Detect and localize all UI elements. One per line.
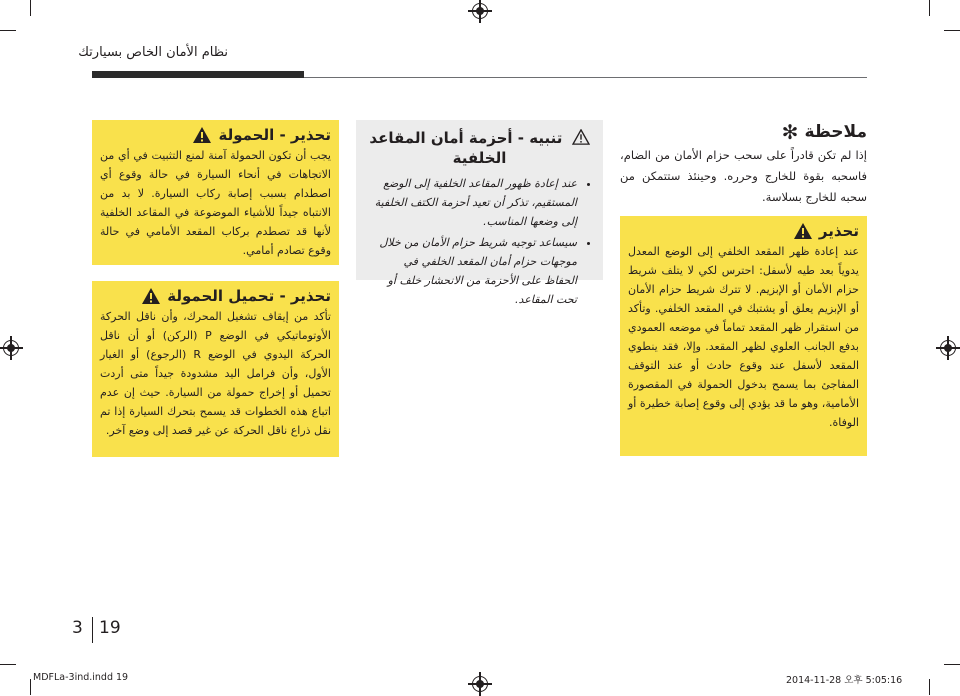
note-title: ملاحظة — [804, 122, 867, 142]
warning-heading — [628, 222, 859, 240]
warning-body: عند إعادة ظهر المقعد الخلفي إلى الوضع المعدل يدوياً بعد طيه لأسفل: احترس لكي لا يتلف شريط حزام الأمان أو الإبزيم. لا تترك شريط حزام الأمان أو الإبزيم يعلق أو يشتبك في المقعد الخلفي. وتأكد من استقرار ظهر المقعد تماماً في موضعه العمودي بدفع الجانب العلوي لظهر المقعد. وإلا، فقد ينطوي المقعد لأسفل عند وقوع حادث أو عند التوقف المفاجئ بما يسمح بدخول الحمولة في المقصورة الأمامية، وهو ما قد يؤدي إلى وقوع إصابة خطيرة أو الوفاة. — [628, 245, 859, 429]
warning-triangle-icon — [192, 126, 212, 144]
registration-mark-icon — [3, 340, 19, 356]
registration-mark-icon — [472, 676, 488, 692]
page-number: 19 — [99, 618, 121, 638]
registration-mark-icon — [472, 3, 488, 19]
section-number: 3 — [72, 618, 83, 638]
warning-body: يجب أن تكون الحمولة آمنة لمنع التثبيت في أي من الاتجاهات في أنحاء السيارة في حالة وقوع أي اصطدام بسبب إصابة ركاب السيارة. لا بد من الانتباه جيداً للأشياء الموضوعة في المقاعد الخلفية لأنها قد تصطدم بركاب المقعد الأمامي في حالة وقوع تصادم أمامي. — [100, 149, 331, 257]
crop-mark — [929, 0, 930, 16]
caution-heading — [368, 128, 591, 168]
warning-title: تحذير — [818, 222, 859, 240]
crop-mark — [30, 0, 31, 16]
section-header-title: نظام الأمان الخاص بسيارتك — [78, 45, 228, 60]
header-rule — [304, 77, 867, 78]
page-number-divider — [92, 617, 93, 643]
header-bar — [92, 71, 304, 78]
warning-triangle-icon — [793, 222, 813, 240]
warning-box-unloading — [92, 281, 339, 457]
warning-box-seat-return — [620, 216, 867, 456]
caution-list — [368, 174, 591, 309]
footer-date-slug: 2014-11-28 오후 5:05:16 — [786, 675, 903, 686]
caution-triangle-icon — [572, 129, 590, 145]
asterisk-icon: ✻ — [781, 120, 799, 144]
list-item: • سيساعد توجيه شريط حزام الأمان من خلال موجهات حزام أمان المقعد الخلفي في الحفاظ على الأحزمة من الانحشار خلف أو تحت المقاعد. — [368, 233, 577, 309]
caution-title: تنبيه - أحزمة أمان المقاعد الخلفية — [369, 129, 563, 167]
registration-mark-icon — [940, 340, 956, 356]
caution-box-rear-seat-belts — [356, 120, 603, 306]
note-heading — [782, 120, 867, 144]
crop-mark — [0, 30, 16, 31]
crop-mark — [929, 679, 930, 695]
list-item: • عند إعادة ظهور المقاعد الخلفية إلى الوضع المستقيم، تذكر أن تعيد أحزمة الكتف الخلفية إلى وضعها المناسب. — [368, 174, 577, 231]
warning-triangle-icon — [141, 287, 161, 305]
crop-mark — [30, 679, 31, 695]
warning-title: تحذير - الحمولة — [218, 126, 331, 144]
crop-mark — [0, 664, 16, 665]
crop-mark — [944, 664, 960, 665]
footer-file-slug: MDFLa-3ind.indd 19 — [33, 672, 129, 683]
crop-mark — [944, 30, 960, 31]
warning-title: تحذير - تحميل الحمولة — [167, 287, 331, 305]
warning-heading — [100, 126, 331, 144]
warning-box-loading — [92, 120, 339, 265]
note-body: إذا لم تكن قادراً على سحب حزام الأمان من الضام، فاسحبه بقوة للخارج وحرره. وحينئذ ستتمكن من سحبه للخارج بسلاسة. — [620, 148, 867, 204]
warning-body: تأكد من إيقاف تشغيل المحرك، وأن ناقل الحركة الأوتوماتيكي في الوضع P (الركن) أو أن ناقل الحركة اليدوي في الوضع R (الرجوع) أو الغيار الأول، وأن فرامل اليد مشدودة جيداً متى أردت تحميل أو إخراج حمولة من السيارة. حيث إن عدم اتباع هذه الخطوات قد يسمح بتحرك السيارة إذا تم نقل ذراع ناقل الحركة عن غير قصد إلى وضع آخر. — [100, 310, 331, 437]
warning-heading — [100, 287, 331, 305]
